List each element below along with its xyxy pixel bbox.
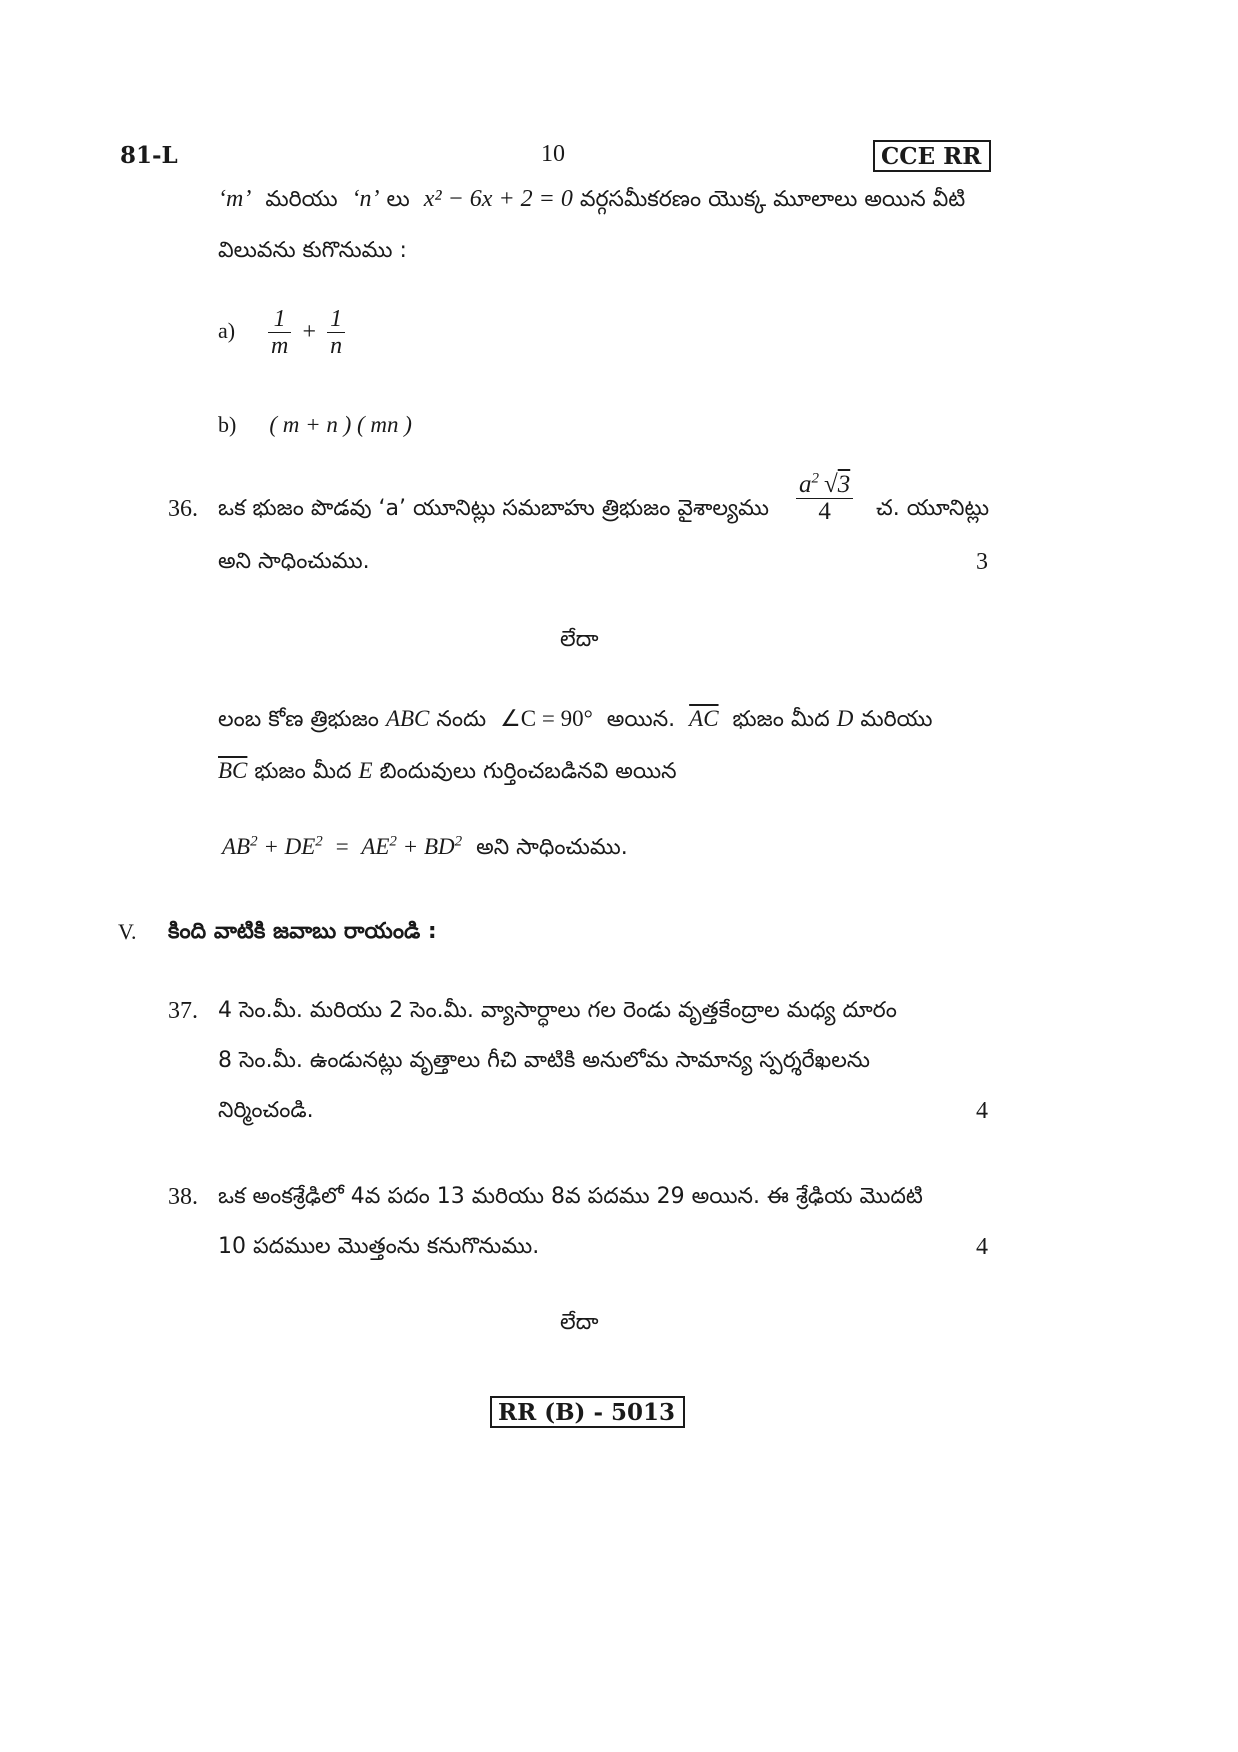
q37-line1: 4 సెం.మీ. మరియు 2 సెం.మీ. వ్యాసార్ధాలు గల రెండు వృత్తకేంద్రాల మధ్య దూరం — [218, 998, 897, 1023]
q37-number: 37. — [168, 998, 198, 1024]
q37-line2: 8 సెం.మీ. ఉండునట్లు వృత్తాలు గీచి వాటికి అనులోమ సామాన్య స్పర్శరేఖలను — [218, 1048, 870, 1073]
paper-code: 81-L — [120, 142, 178, 169]
q37-line3: నిర్మించండి. — [218, 1098, 314, 1123]
q35-part-a: a) — [218, 318, 236, 343]
angle-c: ∠C = 90° — [500, 706, 593, 731]
q36-marks: 3 — [976, 549, 988, 575]
q36-text1: ఒక భుజం పొడవు ‘a’ యూనిట్లు సమబాహు త్రిభుజం వైశాల్యము — [218, 496, 769, 521]
or-separator-1: లేదా — [560, 627, 599, 652]
q36-number: 36. — [168, 496, 198, 522]
footer-code-box: RR (B) - 5013 — [490, 1396, 685, 1428]
q38-line2: 10 పదముల మొత్తంను కనుగొనుము. — [218, 1234, 540, 1259]
section-title: కింది వాటికి జవాబు రాయండి : — [168, 919, 437, 944]
q35-a-expression: $\frac{1}{m}$ + $\frac{1}{n}$ — [268, 306, 345, 359]
quadratic-equation: x² − 6x + 2 = 0 — [423, 186, 573, 212]
q36-text2: అని సాధించుము. — [218, 549, 370, 574]
or-separator-2: లేదా — [560, 1310, 599, 1335]
segment-bc: $\overline{BC}$ — [218, 758, 248, 783]
q38-marks: 4 — [976, 1234, 988, 1260]
q38-line1: ఒక అంకశ్రేఢిలో 4వ పదం 13 మరియు 8వ పదము 29 అయిన. ఈ శ్రేఢియ మొదటి — [218, 1184, 923, 1209]
page-number: 10 — [541, 141, 565, 167]
q35-line1: ‘m’ మరియు ‘n’ లు x² − 6x + 2 = 0 వర్గసమీకరణం యొక్క మూలాలు అయిన వీటి — [218, 186, 966, 212]
q38-number: 38. — [168, 1184, 198, 1210]
q37-marks: 4 — [976, 1098, 988, 1124]
alt36-line2: $\overline{BC}$ భుజం మీద E బిందువులు గుర్తించబడినవి అయిన — [218, 758, 677, 784]
series-box: CCE RR — [873, 140, 991, 172]
section-number: V. — [118, 919, 137, 944]
alt36-line1: లంబ కోణ త్రిభుజం ABC నందు ∠C = 90° అయిన. $\overline{AC}$ భుజం మీద D మరియు — [218, 706, 933, 732]
alt36-identity: $AB^2 + DE^2 = AE^2 + BD^2$ అని సాధించుము. — [222, 833, 628, 860]
q36-text1-end: చ. యూనిట్లు — [876, 496, 990, 521]
segment-ac: $\overline{AC}$ — [689, 706, 719, 731]
q35-part-b: b) ( m + n ) ( mn ) — [218, 412, 412, 437]
q36-area-formula: $\frac{a^2 √3}{4}$ — [796, 472, 853, 525]
q35-line2: విలువను కుగొనుము : — [218, 238, 407, 263]
